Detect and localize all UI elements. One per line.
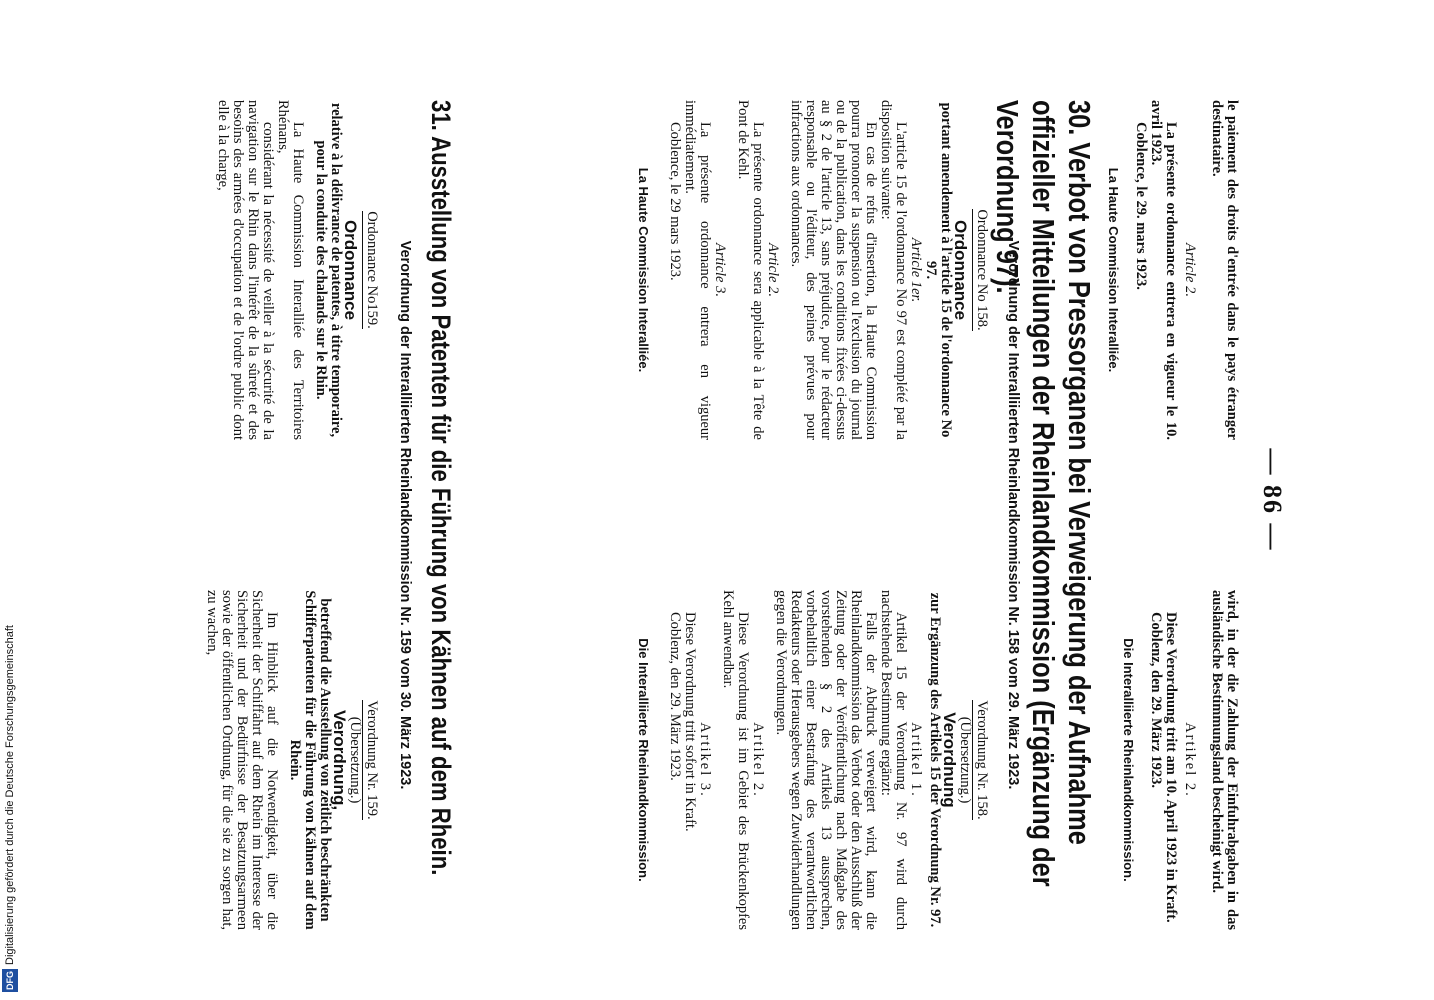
verordnung-159-translation: (Übersetzung.) xyxy=(347,716,363,804)
section-30-subtitle: Verordnung der Interalliierten Rheinlandkommission Nr. 158 vom 29. März 1923. xyxy=(1005,240,1021,790)
verordnung-159-heading: Verordnung, xyxy=(330,709,349,811)
ordonnance-158-article-2: Article 2. xyxy=(765,243,781,297)
verordnung-159-number: Verordnung Nr. 159. xyxy=(364,700,380,820)
section-30-title: 30. Verbot von Pressorganen bei Verweigerung der Aufnahme offizieller Mitteilungen der Rheinlandkommission (Ergänzung der Verordnung 97). xyxy=(990,100,1097,887)
verordnung-158-p3: Diese Verordnung ist im Gebiet des Brückenkopfes Kehl anwendbar. xyxy=(720,590,751,930)
ordonnance-158-date: Coblence, le 29 mars 1923. xyxy=(667,122,683,281)
section-30-right-column xyxy=(636,590,989,930)
top-right-column xyxy=(1121,590,1239,930)
verordnung-158-p4: Diese Verordnung tritt sofort in Kraft. xyxy=(682,612,698,832)
verordnung-158-p2: Falls der Abdruck verweigert wird, kann die Rheinlandkommission das Verbot oder den Ausschluß der Zeitung oder der Veröffentlichung nach Maßgabe des vorstehenden § 2 des Artikels 13 aussprechen, vorbehaltlich einer Bestrafung des verantwortlichen Redakteurs oder Herausgebers wegen Zuwiderhandlungen gegen die Verordnungen. xyxy=(773,590,879,930)
verordnung-158-translation: (Übersetzung.) xyxy=(957,716,973,804)
footer-text: Digitalisierung gefördert durch die Deutsche Forschungsgemeinschaft xyxy=(4,625,16,965)
ordonnance-158-p4: La présente ordonnance entrera en vigueur immédiatement. xyxy=(682,100,713,440)
dfg-logo: DFG xyxy=(2,969,18,992)
ordonnance-158-subheading: portant amendement à l'article 15 de l'ordonnance No 97. xyxy=(923,102,954,438)
ordonnance-159-p2: considérant la nécessité de veiller à la sécurité de la navigation sur le Rhin dans l'intérêt de la sûreté et des besoins des armées d'occupation et de l'ordre public dont elle à la charge, xyxy=(215,100,276,440)
verordnung-159-subheading: betreffend die Ausstellung von zeitlich beschränkten Schifferpatenten für die Führung von Kähnen auf dem Rhein. xyxy=(287,590,333,930)
section-31-subtitle: Verordnung der Interalliierten Rheinlandkommission Nr. 159 vom 30. März 1923. xyxy=(397,240,413,790)
ordonnance-158-signature: La Haute Commission Interalliée. xyxy=(636,167,651,373)
top-left-text: le paiement des droits d'entrée dans le pays étranger destinataire. xyxy=(1209,100,1240,440)
top-right-date: Coblenz, den 29. März 1923. xyxy=(1148,612,1164,788)
section-31-right-column xyxy=(204,590,379,930)
verordnung-158-number: Verordnung Nr. 158. xyxy=(974,700,990,820)
verordnung-158-article-2: Artikel 2. xyxy=(750,722,766,798)
ordonnance-159-p1: La Haute Commission Interalliée des Territoires Rhénans, xyxy=(275,100,306,440)
section-30-left-column xyxy=(636,100,989,440)
section-31-left-column xyxy=(215,100,379,440)
verordnung-158-article-1: Artikel 1. xyxy=(908,722,924,798)
top-right-signature: Die Interalliierte Rheinlandkommission. xyxy=(1121,638,1136,882)
ordonnance-159-number: Ordonnance No159. xyxy=(364,211,380,329)
top-left-column xyxy=(1106,100,1239,440)
ordonnance-159-heading: Ordonnance xyxy=(341,219,360,321)
verordnung-158-p1: Artikel 15 der Verordnung Nr. 97 wird durch nachstehende Bestimmung ergänzt: xyxy=(878,590,909,930)
top-right-article-heading: Artikel 2. xyxy=(1182,722,1198,798)
ordonnance-158-p2: En cas de refus d'insertion, la Haute Commission pourra prononcer la suspension ou l'exclusion du journal ou de la publication, dans les conditions fixées ci-dessus au § 2 de l'article 13, sans préjudice, pour le rédacteur responsable ou l'éditeur, des peines prévues pour infractions aux ordonnances. xyxy=(788,100,879,440)
top-right-text: wird, in der die Zahlung der Einfuhrabgaben in das ausländische Bestimmungsland bescheinigt wird. xyxy=(1209,590,1240,930)
verordnung-158-heading: Verordnung xyxy=(940,712,959,808)
ordonnance-159-subheading: relative à la délivrance de patentes, à titre temporaire, pour la conduite des chalands sur le Rhin. xyxy=(313,102,344,438)
document-page xyxy=(115,0,1295,1000)
verordnung-158-date: Coblenz, den 29. März 1923. xyxy=(667,612,683,781)
verordnung-158-article-3: Artikel 3. xyxy=(697,722,713,798)
verordnung-159-p1: Im Hinblick auf die Notwendigkeit, über die Sicherheit der Schiffahrt auf dem Rhein im Interesse der Sicherheit und der Bedürfnisse der Besatzungsarmeen sowie der öffentlichen Ordnung, für die sie zu sorgen hat, zu wachen, xyxy=(204,590,280,930)
top-left-signature: La Haute Commission Interalliée. xyxy=(1106,167,1121,373)
verordnung-158-subheading: zur Ergänzung des Artikels 15 der Verordnung Nr. 97. xyxy=(927,592,943,928)
ordonnance-158-number: Ordonnance No 158. xyxy=(974,209,990,331)
section-31-title: 31. Ausstellung von Patenten für die Führung von Kähnen auf dem Rhein. xyxy=(426,100,456,876)
verordnung-158-signature: Die Interalliierte Rheinlandkommission. xyxy=(636,638,651,882)
top-left-article-text: La présente ordonnance entrera en vigueur le 10. avril 1923. xyxy=(1148,100,1179,440)
digitization-footer xyxy=(2,0,18,1000)
top-right-article-text: Diese Verordnung tritt am 10. April 1923 in Kraft. xyxy=(1163,612,1179,923)
top-left-date: Coblence, le 29. mars 1923. xyxy=(1133,122,1149,290)
page-number: — 86 — xyxy=(1258,448,1287,552)
ordonnance-158-article-3: Article 3. xyxy=(712,243,728,297)
ordonnance-158-p1: L'article 15 de l'ordonnance No 97 est complété par la disposition suivante: xyxy=(878,100,909,440)
ordonnance-158-article-1: Article 1er. xyxy=(908,237,924,303)
ordonnance-158-heading: Ordonnance xyxy=(951,219,970,321)
ordonnance-158-p3: La présente ordonnance sera applicable à la Tête de Pont de Kehl. xyxy=(735,100,766,440)
top-left-article-heading: Article 2. xyxy=(1182,243,1198,297)
